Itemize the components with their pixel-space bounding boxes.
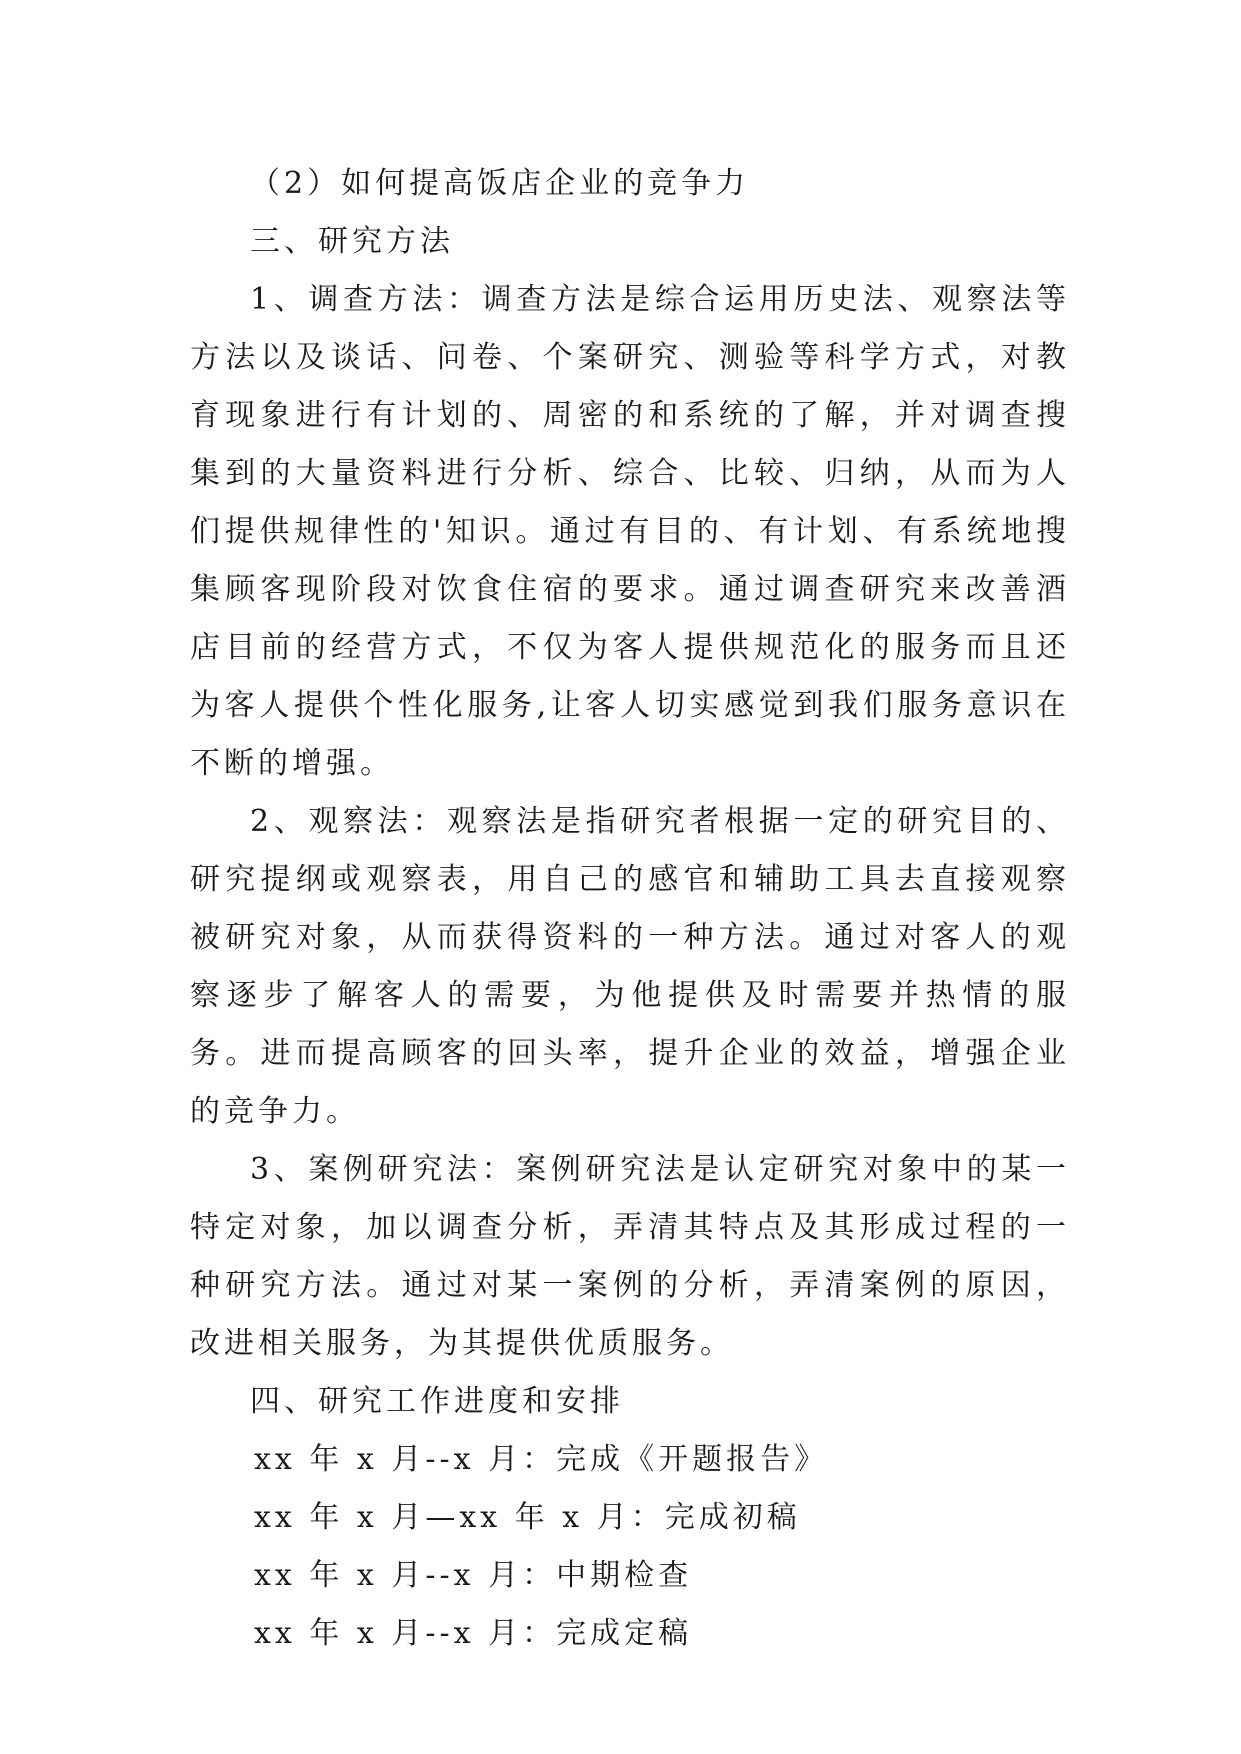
paragraph-observation-method: 2、观察法：观察法是指研究者根据一定的研究目的、研究提纲或观察表，用自己的感官和辅助工具去直接观察被研究对象，从而获得资料的一种方法。通过对客人的观察逐步了解客人的需要，为他提供及时需要并热情的服务。进而提高顾客的回头率，提升企业的效益，增强企业的竞争力。 bbox=[190, 804, 1070, 1129]
schedule-item-draft: xx 年 x 月—xx 年 x 月：完成初稿 bbox=[254, 1500, 801, 1535]
schedule-item-proposal: xx 年 x 月--x 月：完成《开题报告》 bbox=[254, 1442, 829, 1477]
document-body bbox=[190, 155, 1070, 1663]
question-item-2: （2）如何提高饭店企业的竞争力 bbox=[250, 166, 750, 201]
paragraph-case-study-method: 3、案例研究法：案例研究法是认定研究对象中的某一特定对象，加以调查分析，弄清其特点及其形成过程的一种研究方法。通过对某一案例的分析，弄清案例的原因，改进相关服务，为其提供优质服务。 bbox=[190, 1152, 1070, 1361]
schedule-item-final: xx 年 x 月--x 月：完成定稿 bbox=[254, 1616, 693, 1651]
section-heading-research-methods: 三、研究方法 bbox=[250, 224, 454, 259]
paragraph-survey-method: 1、调查方法：调查方法是综合运用历史法、观察法等方法以及谈话、问卷、个案研究、测验等科学方式，对教育现象进行有计划的、周密的和系统的了解，并对调查搜集到的大量资料进行分析、综合、比较、归纳，从而为人们提供规律性的'知识。通过有目的、有计划、有系统地搜集顾客现阶段对饮食住宿的要求。通过调查研究来改善酒店目前的经营方式，不仅为客人提供规范化的服务而且还为客人提供个性化服务,让客人切实感觉到我们服务意识在不断的增强。 bbox=[190, 282, 1070, 781]
schedule-item-midterm-check: xx 年 x 月--x 月：中期检查 bbox=[254, 1558, 693, 1593]
section-heading-schedule: 四、研究工作进度和安排 bbox=[250, 1384, 624, 1419]
